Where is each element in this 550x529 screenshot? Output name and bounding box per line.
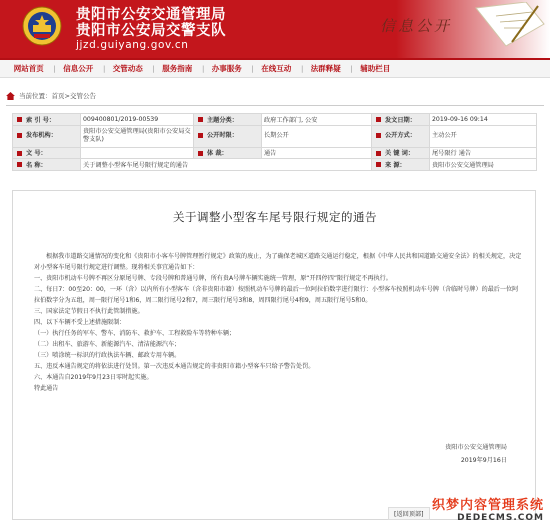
police-emblem-icon bbox=[22, 6, 62, 46]
bullet-icon bbox=[17, 117, 22, 122]
bullet-icon bbox=[198, 151, 203, 156]
meta-key: 发文日期： bbox=[372, 114, 430, 126]
paragraph: 四、以下车辆不受上述措施限制： bbox=[34, 319, 126, 326]
back-to-top-button[interactable]: [返回顶部] bbox=[388, 507, 430, 520]
breadcrumb-path[interactable]: 首页>交管公告 bbox=[51, 92, 96, 100]
sign-org: 贵阳市公安交通管理局 bbox=[445, 444, 507, 451]
bullet-icon bbox=[17, 133, 22, 138]
paragraph: （三）喷涂统一标识的行政执法车辆、邮政专用车辆。 bbox=[34, 352, 181, 359]
meta-key: 名 称： bbox=[13, 159, 81, 171]
site-name-line-2: 贵阳市公安局交警支队 bbox=[76, 23, 226, 39]
meta-key: 来 源： bbox=[372, 159, 430, 171]
meta-source: 贵阳市公安交通管理局 bbox=[430, 159, 537, 171]
bullet-icon bbox=[376, 151, 381, 156]
meta-key: 索 引 号： bbox=[13, 114, 81, 126]
meta-key: 公开方式： bbox=[372, 125, 430, 147]
watermark-line-2: DEDECMS.COM bbox=[457, 513, 544, 523]
home-icon bbox=[6, 92, 15, 100]
article bbox=[12, 190, 536, 520]
meta-period: 长期公开 bbox=[262, 125, 372, 147]
meta-key: 关 键 词： bbox=[372, 147, 430, 159]
nav-traffic-news[interactable]: 交管动态 bbox=[112, 64, 143, 73]
paragraph: 一、贵阳市机动车号牌不再区分原尾号牌、专段号牌和普通号牌，所有贵A号牌车辆实施统一管理，原“开四停四”限行规定不再执行。 bbox=[34, 275, 392, 282]
bullet-icon bbox=[376, 117, 381, 122]
meta-key: 发布机构： bbox=[13, 125, 81, 147]
paragraph: 六、本通告自2019年9月23日零时起实施。 bbox=[34, 374, 153, 381]
bullet-icon bbox=[17, 162, 22, 167]
nav-home[interactable]: 网站首页 bbox=[13, 64, 44, 73]
info-disclosure-label: 信息公开 bbox=[380, 17, 453, 35]
watermark-line-1: 织梦内容管理系统 bbox=[431, 498, 544, 513]
article-body bbox=[34, 251, 523, 394]
document-meta-table bbox=[12, 113, 537, 171]
meta-key: 体 裁： bbox=[194, 147, 262, 159]
nav-interaction[interactable]: 在线互动 bbox=[261, 64, 292, 73]
meta-key: 公开时限： bbox=[194, 125, 262, 147]
site-header bbox=[0, 0, 550, 58]
nav-law-faq[interactable]: 法群释疑 bbox=[310, 64, 341, 73]
breadcrumb-prefix: 当前位置： bbox=[19, 92, 52, 100]
bullet-icon bbox=[198, 133, 203, 138]
meta-index-number: 009400801/2019-00539 bbox=[81, 114, 194, 126]
meta-date: 2019-09-16 09:14 bbox=[430, 114, 537, 126]
site-url: jjzd.guiyang.gov.cn bbox=[76, 39, 189, 51]
paragraph: 根据我市道路交通情况的变化和《贵阳市小客车号牌管理暂行规定》政策的废止，为了确保老城区道路交通运行稳定，根据《中华人民共和国道路交通安全法》的相关规定，决定对小型客车尾号限行规定进行调整。现将相关事宜通告如下： bbox=[34, 253, 522, 271]
meta-category: 政府工作部门, 公安 bbox=[262, 114, 372, 126]
watermark bbox=[432, 494, 544, 523]
breadcrumb bbox=[6, 89, 544, 102]
signature bbox=[445, 441, 507, 467]
meta-keywords: 尾号限行 通告 bbox=[430, 147, 537, 159]
meta-genre: 通告 bbox=[262, 147, 372, 159]
meta-publisher: 贵阳市公安交通管理局(贵阳市公安局交警支队) bbox=[81, 125, 194, 147]
nav-aux[interactable]: 辅助栏目 bbox=[360, 64, 391, 73]
bullet-icon bbox=[376, 133, 381, 138]
meta-method: 主动公开 bbox=[430, 125, 537, 147]
bullet-icon bbox=[376, 162, 381, 167]
main-nav: 网站首页 | 信息公开 | 交管动态 | 服务指南 | 办事服务 | 在线互动 | 法群释疑 | 辅助栏目 bbox=[0, 58, 550, 78]
meta-title: 关于调整小型客车尾号限行规定的通告 bbox=[81, 159, 372, 171]
paragraph: 二、每日7：00至20：00，一环（含）以内所有小型客车（含非贵阳市籍）按照机动车号牌的最后一位阿拉伯数字进行限行：小型客车按照机动车号牌（含临时号牌）的最后一位阿拉伯数字分为五组，周一限行尾号1和6，周二限行尾号2和7，周三限行尾号3和8，周四限行尾号4和9，周五限行尾号5和0。 bbox=[34, 286, 519, 304]
paragraph: （二）出租车、旅游车、新能源汽车、清洁能源汽车； bbox=[34, 341, 181, 348]
paragraph: 特此通告 bbox=[34, 385, 59, 392]
nav-info-disclosure[interactable]: 信息公开 bbox=[63, 64, 94, 73]
paragraph: （一）执行任务的军车、警车、消防车、救护车、工程救险车等特种车辆； bbox=[34, 330, 236, 337]
paragraph: 五、违反本通告规定的将依法进行处罚。第一次违反本通告规定的非贵阳市籍小型客车只给予警告处罚。 bbox=[34, 363, 315, 370]
meta-doc-number bbox=[81, 147, 194, 159]
site-name bbox=[76, 7, 226, 39]
sign-date: 2019年9月16日 bbox=[460, 457, 507, 464]
bullet-icon bbox=[17, 151, 22, 156]
divider bbox=[6, 105, 544, 106]
site-name-line-1: 贵阳市公安交通管理局 bbox=[76, 7, 226, 23]
meta-key: 主题分类： bbox=[194, 114, 262, 126]
paragraph: 三、国家法定节假日不执行此管制措施。 bbox=[34, 308, 144, 315]
nav-online-services[interactable]: 办事服务 bbox=[211, 64, 242, 73]
nav-service-guide[interactable]: 服务指南 bbox=[162, 64, 193, 73]
meta-key: 文 号： bbox=[13, 147, 81, 159]
article-title: 关于调整小型客车尾号限行规定的通告 bbox=[173, 210, 377, 224]
bullet-icon bbox=[198, 117, 203, 122]
